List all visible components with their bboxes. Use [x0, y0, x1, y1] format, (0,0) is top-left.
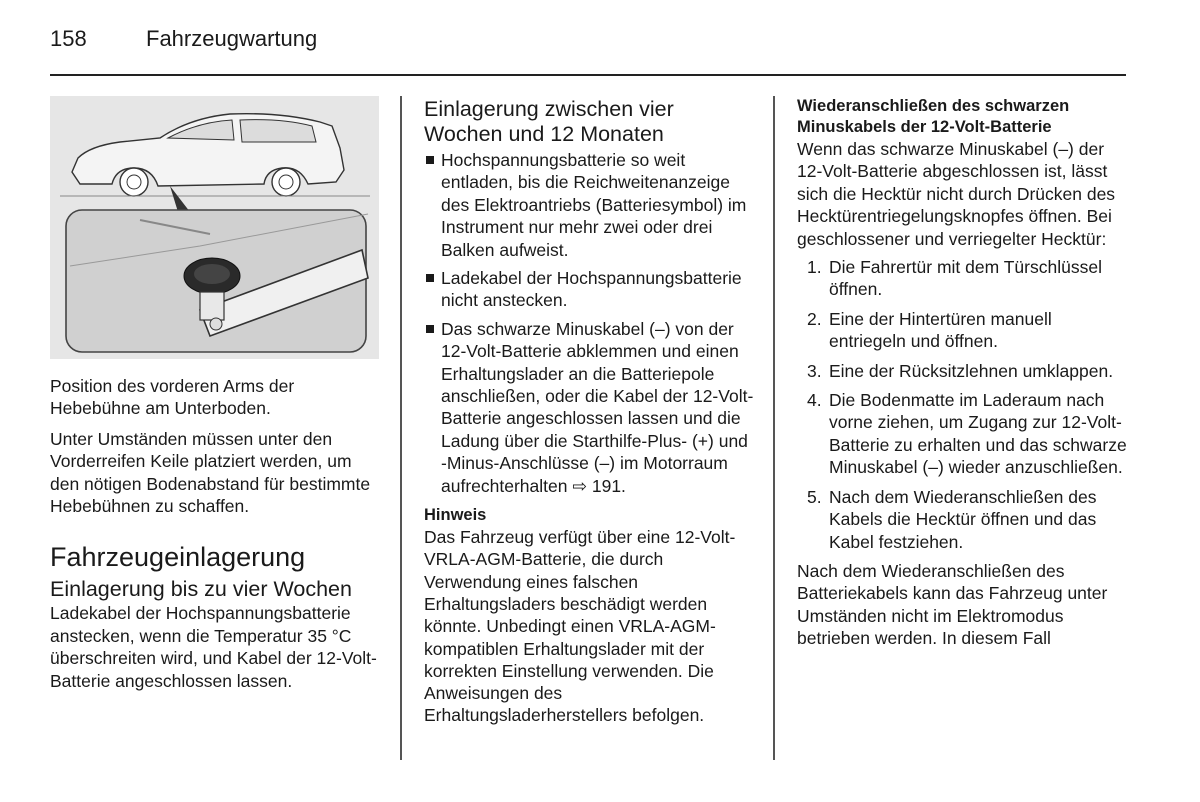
reconnect-intro: Wenn das schwarze Minuskabel (–) der 12-Volt-Batterie abgeschlossen ist, lässt sich die Hecktür nicht durch Drücken des Hecktürentriegelungsknopfes öffnen. Bei geschlossener und verriegelter Hecktür:: [797, 139, 1116, 249]
step-text: Die Fahrertür mit dem Türschlüssel öffnen.: [829, 257, 1102, 300]
page-header: [50, 26, 317, 52]
step-text: Die Bodenmatte im Laderaum nach vorne ziehen, um Zugang zur 12-Volt-Batterie zu erhalten und das schwarze Minuskabel (–) wieder anzuschließen.: [829, 390, 1127, 478]
page-number: 158: [50, 26, 87, 51]
step-number: 4.: [807, 390, 822, 411]
reconnect-title: Wiederanschließen des schwarzen Minuskabels der 12-Volt-Batterie: [797, 97, 1070, 136]
step-number: 1.: [807, 257, 822, 278]
note-text: Das Fahrzeug verfügt über eine 12-Volt-VRLA-AGM-Batterie, die durch Verwendung eines falschen Erhaltungsladers beschädigt werden könnte. Unbedingt einen VRLA-AGM-kompatiblen Erhaltungslader mit der korrekten Einstellung verwenden. Die Anweisungen des Erhaltungsladerherstellers befolgen.: [424, 527, 736, 726]
page-title: Fahrzeugwartung: [146, 26, 318, 51]
step-item: [797, 486, 1129, 553]
bullet-item: Ladekabel der Hochspannungsbatterie nicht anstecken.: [424, 267, 754, 312]
step-text: Nach dem Wiederanschließen des Kabels die Hecktür öffnen und das Kabel festziehen.: [829, 486, 1097, 552]
step-item: [797, 360, 1129, 382]
step-number: 3.: [807, 360, 822, 381]
column-1: [50, 96, 380, 692]
step-item: [797, 389, 1129, 479]
bullet-item: Das schwarze Minuskabel (–) von der 12-Volt-Batterie abklemmen und einen Erhaltungslader an die Batteriepole anschließen, oder die Kabel der 12-Volt-Batterie angeschlossen lassen und die Ladung über die Starthilfe-Plus- (+) und -Minus-Anschlüsse (–) im Motorraum aufrechterhalten ⇨ 191.: [424, 318, 754, 497]
section-title: Fahrzeugeinlagerung: [50, 542, 306, 573]
subsection-title-long-term: Einlagerung zwischen vier Wochen und 12 Monaten: [424, 97, 674, 146]
wedge-paragraph: Unter Umständen müssen unter den Vorderreifen Keile platziert werden, um den nötigen Bodenabstand für bestimmte Hebebühnen zu schaffen.: [50, 428, 371, 517]
column-divider-2: [773, 96, 775, 760]
figure-caption: Position des vorderen Arms der Hebebühne am Unterboden.: [50, 376, 295, 419]
column-3: [797, 96, 1129, 650]
lift-arm-illustration: [50, 96, 379, 359]
note-title: Hinweis: [424, 506, 487, 525]
bullet-item: Hochspannungsbatterie so weit entladen, bis die Reichweitenanzeige des Elektroantriebs (Batteriesymbol) im Instrument nur mehr zwei oder drei Balken aufweist.: [424, 149, 754, 261]
car-lift-diagram: [50, 96, 379, 359]
step-text: Eine der Rücksitzlehnen umklappen.: [829, 360, 1114, 381]
step-number: 2.: [807, 308, 822, 329]
header-rule: [50, 74, 1126, 76]
step-item: [797, 256, 1129, 301]
column-2: [424, 96, 754, 727]
short-term-text: Ladekabel der Hochspannungsbatterie anstecken, wenn die Temperatur 35 °C überschreiten wird, und Kabel der 12-Volt-Batterie angeschlossen lassen.: [50, 603, 377, 691]
column-divider-1: [400, 96, 402, 760]
step-number: 5.: [807, 486, 822, 507]
step-item: [797, 308, 1129, 353]
step-text: Eine der Hintertüren manuell entriegeln und öffnen.: [829, 308, 1052, 352]
subsection-title-short-term: Einlagerung bis zu vier Wochen: [50, 577, 352, 602]
steps-list: [797, 256, 1129, 553]
after-reconnect-text: Nach dem Wiederanschließen des Batteriekabels kann das Fahrzeug unter Umständen nicht im Elektromodus betrieben werden. In diesem Fall: [797, 560, 1108, 649]
